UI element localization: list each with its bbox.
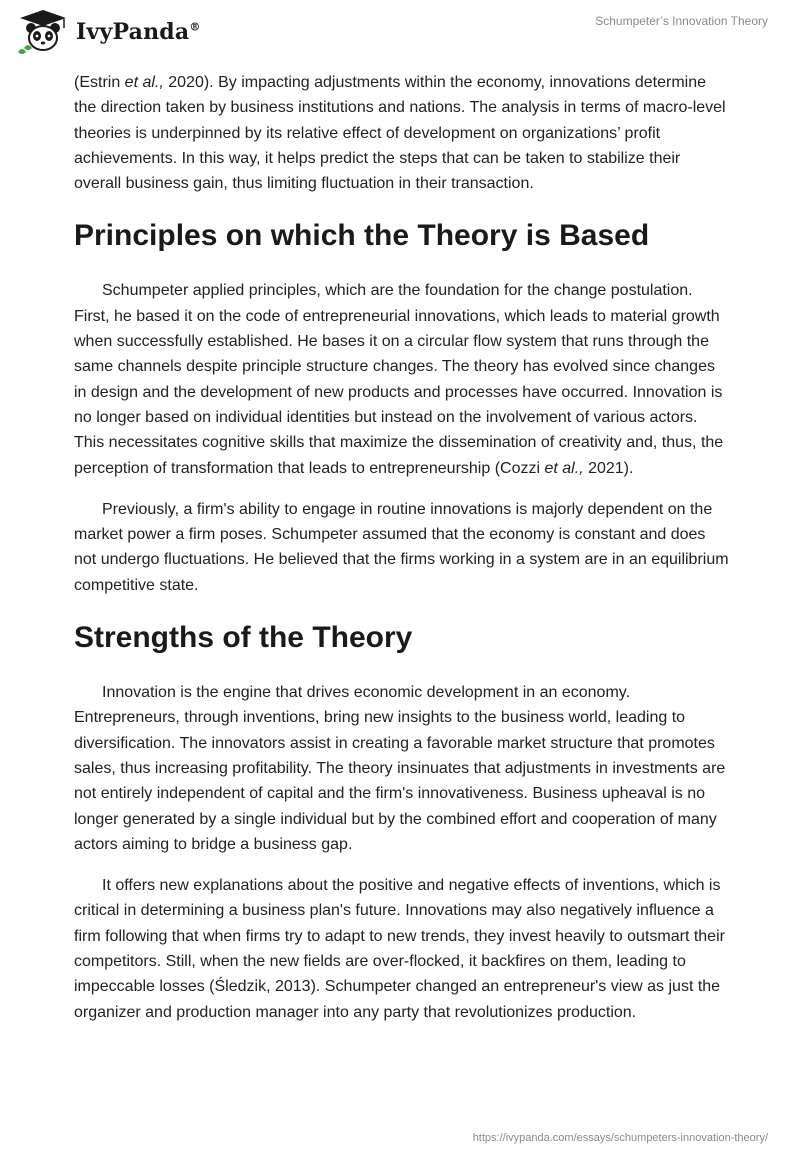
brand-name: IvyPanda®	[76, 19, 201, 45]
footer-url[interactable]: https://ivypanda.com/essays/schumpeters-innovation-theory/	[472, 1132, 768, 1144]
paragraph: It offers new explanations about the positive and negative effects of inventions, which is critical in determining a business plan's future. Innovations may also negatively influence a firm following that when firms try to adapt to new trends, they invest heavily to outsmart their competitors. Still, when the new fields are over-flocked, it backfires on them, leading to impeccable losses (Śledzik, 2013). Schumpeter changed an entrepreneur's view as just the organizer and production manager into any party that revolutionizes production.	[74, 877, 725, 1021]
paragraph: Schumpeter applied principles, which are the foundation for the change postulation. First, he based it on the code of entrepreneurial innovations, which leads to material growth when successfully established. He bases it on a circular flow system that runs through the same channels despite principle structure changes. The theory has evolved since changes in design and the development of new products and processes have occurred. Innovation is no longer based on individual identities but instead on the involvement of various actors. This necessitates cognitive skills that maximize the dissemination of creativity and, thus, the perception of transformation that leads to entrepreneurship (Cozzi et al., 2021).	[74, 282, 724, 477]
section-heading-principles: Principles on which the Theory is Based	[74, 219, 650, 253]
paragraph: Innovation is the engine that drives economic development in an economy. Entrepreneurs, through inventions, bring new insights to the business world, leading to diversification. The innovators assist in creating a favorable market structure that promotes sales, thus increasing profitability. The theory insinuates that adjustments in investments are not entirely independent of capital and the firm's innovativeness. Business upheaval is no longer generated by a single individual but by the combined effort and cooperation of many actors aiming to bridge a business gap.	[74, 684, 726, 853]
essay-body	[74, 70, 730, 1041]
paragraph: (Estrin et al., 2020). By impacting adjustments within the economy, innovations determine the direction taken by business institutions and nations. The analysis in terms of macro-level theories is underpinned by its relative effect of development on organizations’ profit achievements. In this way, it helps predict the steps that can be taken to stabilize their overall business gain, thus limiting fluctuation in their transaction.	[74, 74, 726, 193]
paragraph: Previously, a firm's ability to engage in routine innovations is majorly dependent on the market power a firm poses. Schumpeter assumed that the economy is constant and does not undergo fluctuations. He believed that the firms working in a system are in an equilibrium competitive state.	[74, 500, 729, 594]
ivypanda-logo[interactable]	[14, 8, 201, 56]
document-title: Schumpeter’s Innovation Theory	[595, 14, 768, 28]
panda-graduate-icon	[14, 8, 72, 56]
page-header	[0, 0, 800, 70]
section-heading-strengths: Strengths of the Theory	[74, 621, 413, 655]
